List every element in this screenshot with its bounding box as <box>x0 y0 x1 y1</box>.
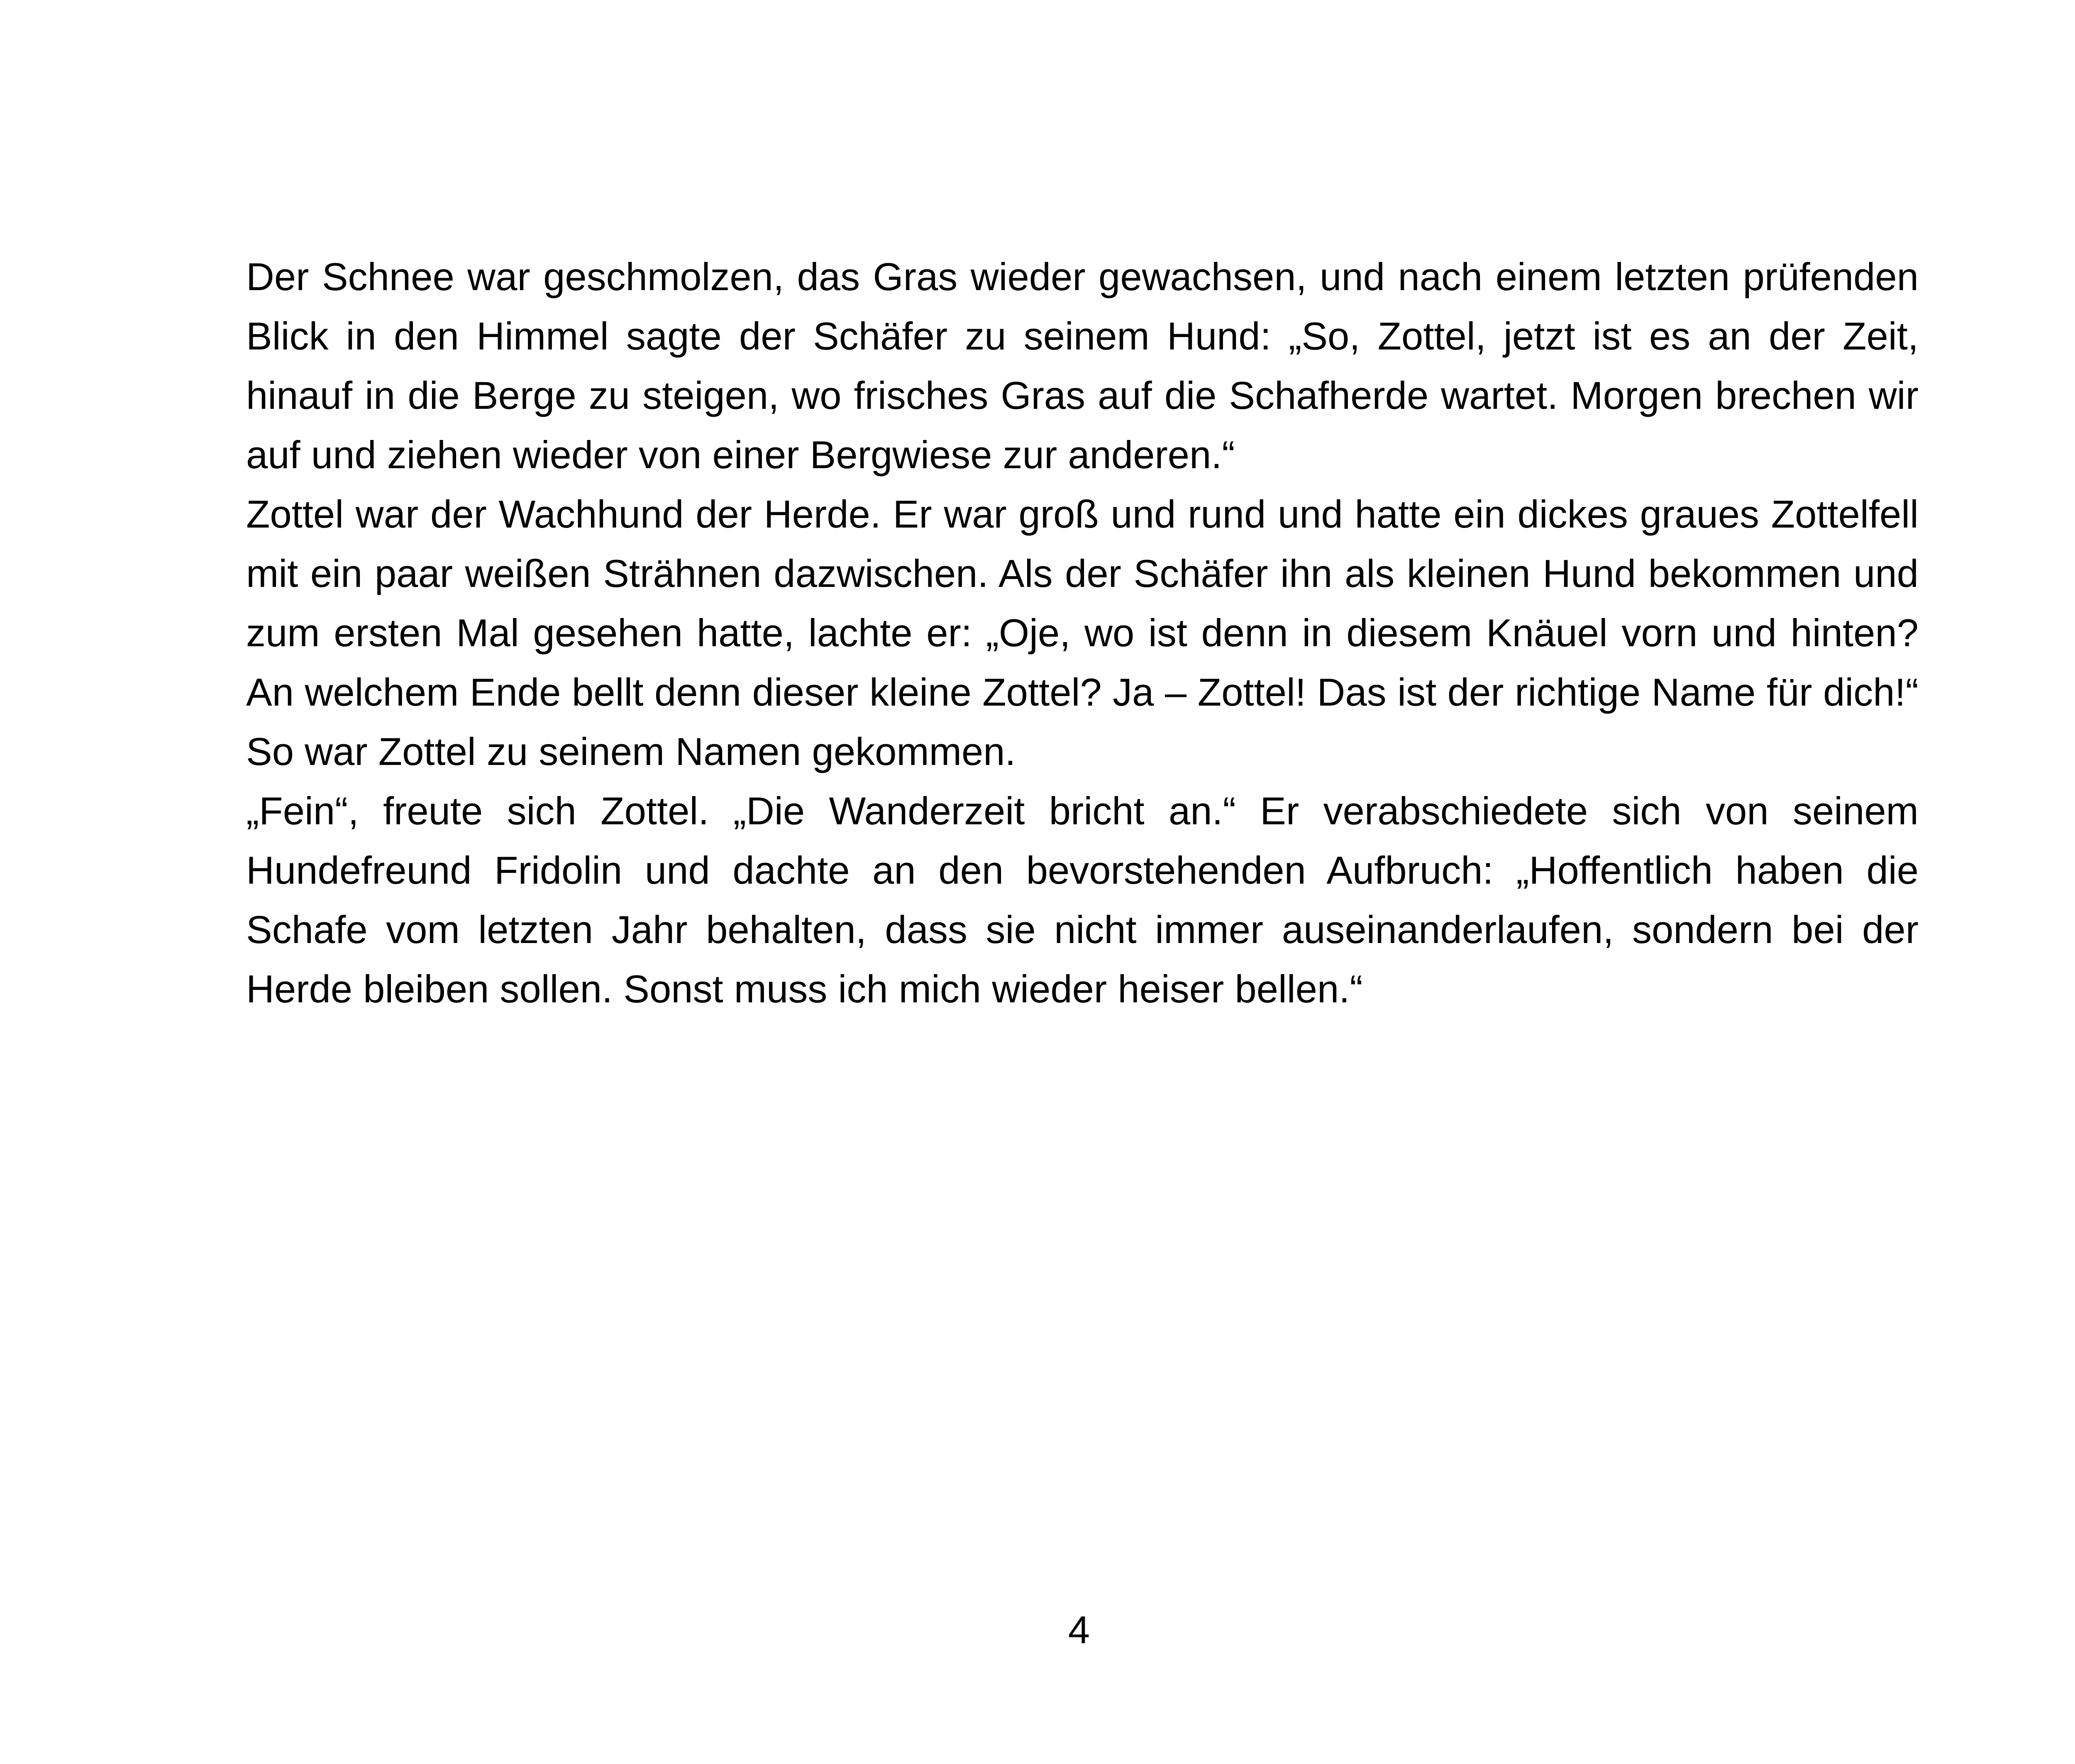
body-text <box>246 247 1919 1019</box>
paragraph-1: Der Schnee war geschmolzen, das Gras wieder gewachsen, und nach einem letzten prüfenden Blick in den Himmel sagte der Schäfer zu seinem Hund: „So, Zottel, jetzt ist es an der Zeit, hinauf in die Berge zu steigen, wo frisches Gras auf die Schafherde wartet. Morgen brechen wir auf und ziehen wieder von einer Bergwiese zur anderen.“ <box>246 255 1919 476</box>
paragraph-3: „Fein“, freute sich Zottel. „Die Wanderzeit bricht an.“ Er verabschiedete sich von seinem Hundefreund Fridolin und dachte an den bevorstehenden Aufbruch: „Hoffentlich haben die Schafe vom letzten Jahr behalten, dass sie nicht immer auseinanderlaufen, sondern bei der Herde bleiben sollen. Sonst muss ich mich wieder heiser bellen.“ <box>246 789 1919 1011</box>
page-number: 4 <box>1068 1608 1090 1652</box>
paragraph-2: Zottel war der Wachhund der Herde. Er war groß und rund und hatte ein dickes graues Zottelfell mit ein paar weißen Strähnen dazwischen. Als der Schäfer ihn als kleinen Hund bekommen und zum ersten Mal gesehen hatte, lachte er: „Oje, wo ist denn in diesem Knäuel vorn und hinten? An welchem Ende bellt denn dieser kleine Zottel? Ja – Zottel! Das ist der richtige Name für dich!“ So war Zottel zu seinem Namen gekommen. <box>246 492 1919 773</box>
